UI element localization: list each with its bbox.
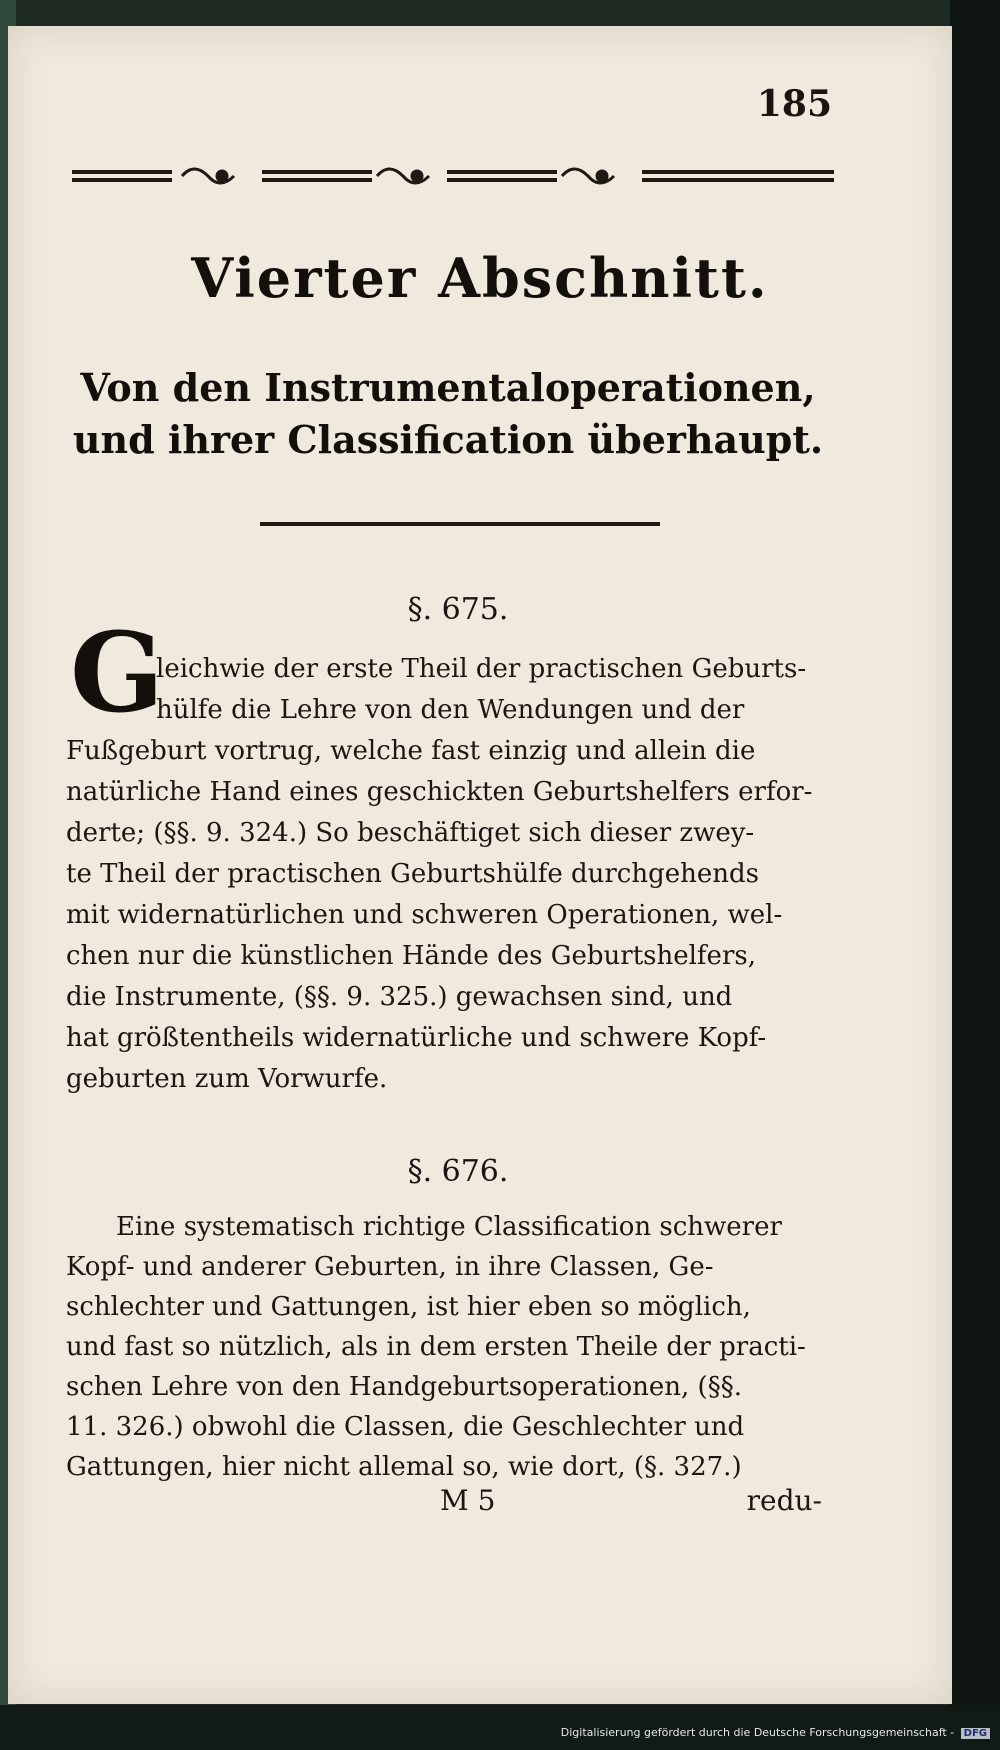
decorative-header-ornament — [72, 156, 834, 196]
chapter-title-line: Von den Instrumentaloperationen, — [80, 365, 816, 410]
text-line: 11. 326.) obwohl die Classen, die Geschlechter und — [66, 1412, 745, 1442]
text-line: Gattungen, hier nicht allemal so, wie dort, (§. 327.) — [66, 1452, 742, 1482]
text-line: leichwie der erste Theil der practischen Geburts- — [156, 654, 807, 684]
text-line: natürliche Hand eines geschickten Geburtshelfers erfor- — [66, 777, 813, 807]
text-line: Eine systematisch richtige Classification schwerer — [116, 1212, 782, 1242]
divider-rule — [260, 522, 660, 526]
page-number: 185 — [756, 83, 832, 125]
paragraph-number: §. 675. — [407, 592, 509, 627]
section-heading: Vierter Abschnitt. — [191, 246, 769, 310]
digitization-credit — [561, 1726, 990, 1739]
digitization-credit-text: Digitalisierung gefördert durch die Deutsche Forschungsgemeinschaft - — [560, 1726, 955, 1739]
catchword: redu- — [746, 1484, 822, 1517]
text-line: schlechter und Gattungen, ist hier eben so möglich, — [66, 1292, 751, 1322]
text-line: hülfe die Lehre von den Wendungen und der — [156, 695, 745, 725]
chapter-title — [58, 362, 838, 466]
text-line: derte; (§§. 9. 324.) So beschäftiget sich dieser zwey- — [66, 818, 755, 848]
text-line: Fußgeburt vortrug, welche fast einzig und allein die — [66, 736, 756, 766]
book-page — [8, 26, 952, 1704]
text-line: und fast so nützlich, als in dem ersten Theile der practi- — [66, 1332, 806, 1362]
text-line: hat größtentheils widernatürliche und schwere Kopf- — [66, 1023, 767, 1053]
paragraph-number: §. 676. — [407, 1154, 509, 1189]
text-line: chen nur die künstlichen Hände des Geburtshelfers, — [66, 941, 756, 971]
chapter-title-line: und ihrer Classification überhaupt. — [72, 417, 824, 462]
dfg-logo-badge: DFG — [961, 1728, 990, 1739]
text-line: schen Lehre von den Handgeburtsoperationen, (§§. — [66, 1372, 742, 1402]
drop-cap-initial: G — [70, 608, 164, 737]
signature-mark: M 5 — [440, 1484, 496, 1517]
text-line: te Theil der practischen Geburtshülfe durchgehends — [66, 859, 759, 889]
text-line: Kopf- und anderer Geburten, in ihre Classen, Ge- — [66, 1252, 714, 1282]
text-line: mit widernatürlichen und schweren Operationen, wel- — [66, 900, 783, 930]
text-line: die Instrumente, (§§. 9. 325.) gewachsen sind, und — [66, 982, 733, 1012]
text-line: geburten zum Vorwurfe. — [66, 1064, 388, 1094]
scan-background-right — [950, 0, 1000, 1710]
